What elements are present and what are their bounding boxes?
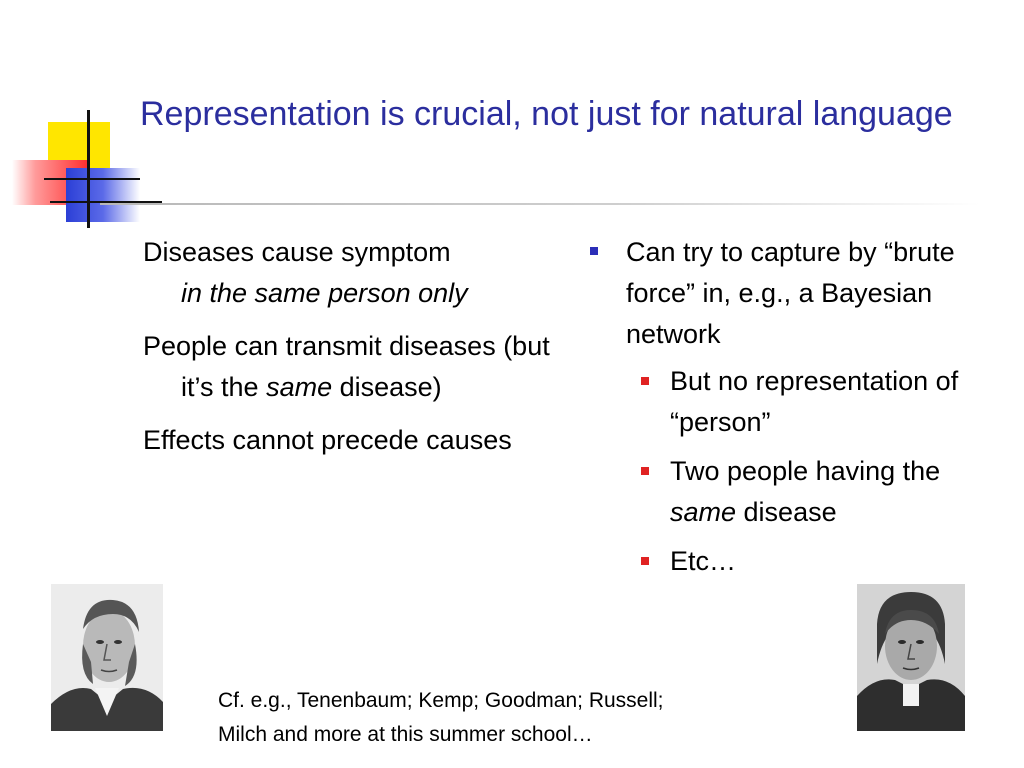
paragraph-text: Effects cannot precede causes bbox=[143, 425, 512, 455]
sub-bullet bbox=[590, 541, 1000, 582]
main-bullet bbox=[590, 232, 1000, 355]
red-square-bullet-icon bbox=[641, 557, 649, 565]
paragraph-text: Diseases cause symptom bbox=[143, 237, 451, 267]
left-paragraph bbox=[143, 232, 563, 314]
emphasis-text: same bbox=[266, 372, 333, 402]
sub-bullet-text: disease bbox=[736, 497, 837, 527]
left-paragraph bbox=[143, 326, 563, 408]
paragraph-text: People can transmit diseases (but it’s the bbox=[143, 331, 550, 402]
portrait-right-icon bbox=[857, 584, 965, 731]
logo-vertical-line bbox=[87, 110, 90, 228]
footnote-line: Milch and more at this summer school… bbox=[218, 723, 593, 746]
red-square-bullet-icon bbox=[641, 467, 649, 475]
main-bullet-text: Can try to capture by “brute force” in, e.g., a Bayesian network bbox=[626, 237, 955, 349]
sub-bullet-list bbox=[590, 361, 1000, 582]
sub-bullet-text: Two people having the bbox=[670, 456, 941, 486]
paragraph-text: disease) bbox=[332, 372, 442, 402]
red-square-bullet-icon bbox=[641, 377, 649, 385]
emphasis-text: in the same person only bbox=[181, 278, 468, 308]
sub-bullet bbox=[590, 361, 1000, 443]
title-divider bbox=[100, 203, 980, 205]
left-paragraph bbox=[143, 420, 563, 461]
portrait-left-drawing bbox=[51, 584, 163, 731]
portrait-left-icon bbox=[51, 584, 163, 731]
emphasis-text: same bbox=[670, 497, 737, 527]
sub-bullet bbox=[590, 451, 1000, 533]
right-bullet-column bbox=[590, 232, 1000, 590]
sub-bullet-text: Etc… bbox=[670, 546, 737, 576]
left-text-column bbox=[143, 232, 563, 473]
sub-bullet-text: But no representation of “person” bbox=[670, 366, 959, 437]
portrait-right-drawing bbox=[857, 584, 965, 731]
slide-title: Representation is crucial, not just for natural language bbox=[140, 95, 953, 133]
logo-horizontal-line bbox=[44, 178, 140, 180]
footnote bbox=[218, 684, 848, 752]
blue-square-bullet-icon bbox=[590, 247, 598, 255]
blue-gradient-square-icon bbox=[66, 168, 140, 222]
footnote-line: Cf. e.g., Tenenbaum; Kemp; Goodman; Russell; bbox=[218, 689, 664, 712]
